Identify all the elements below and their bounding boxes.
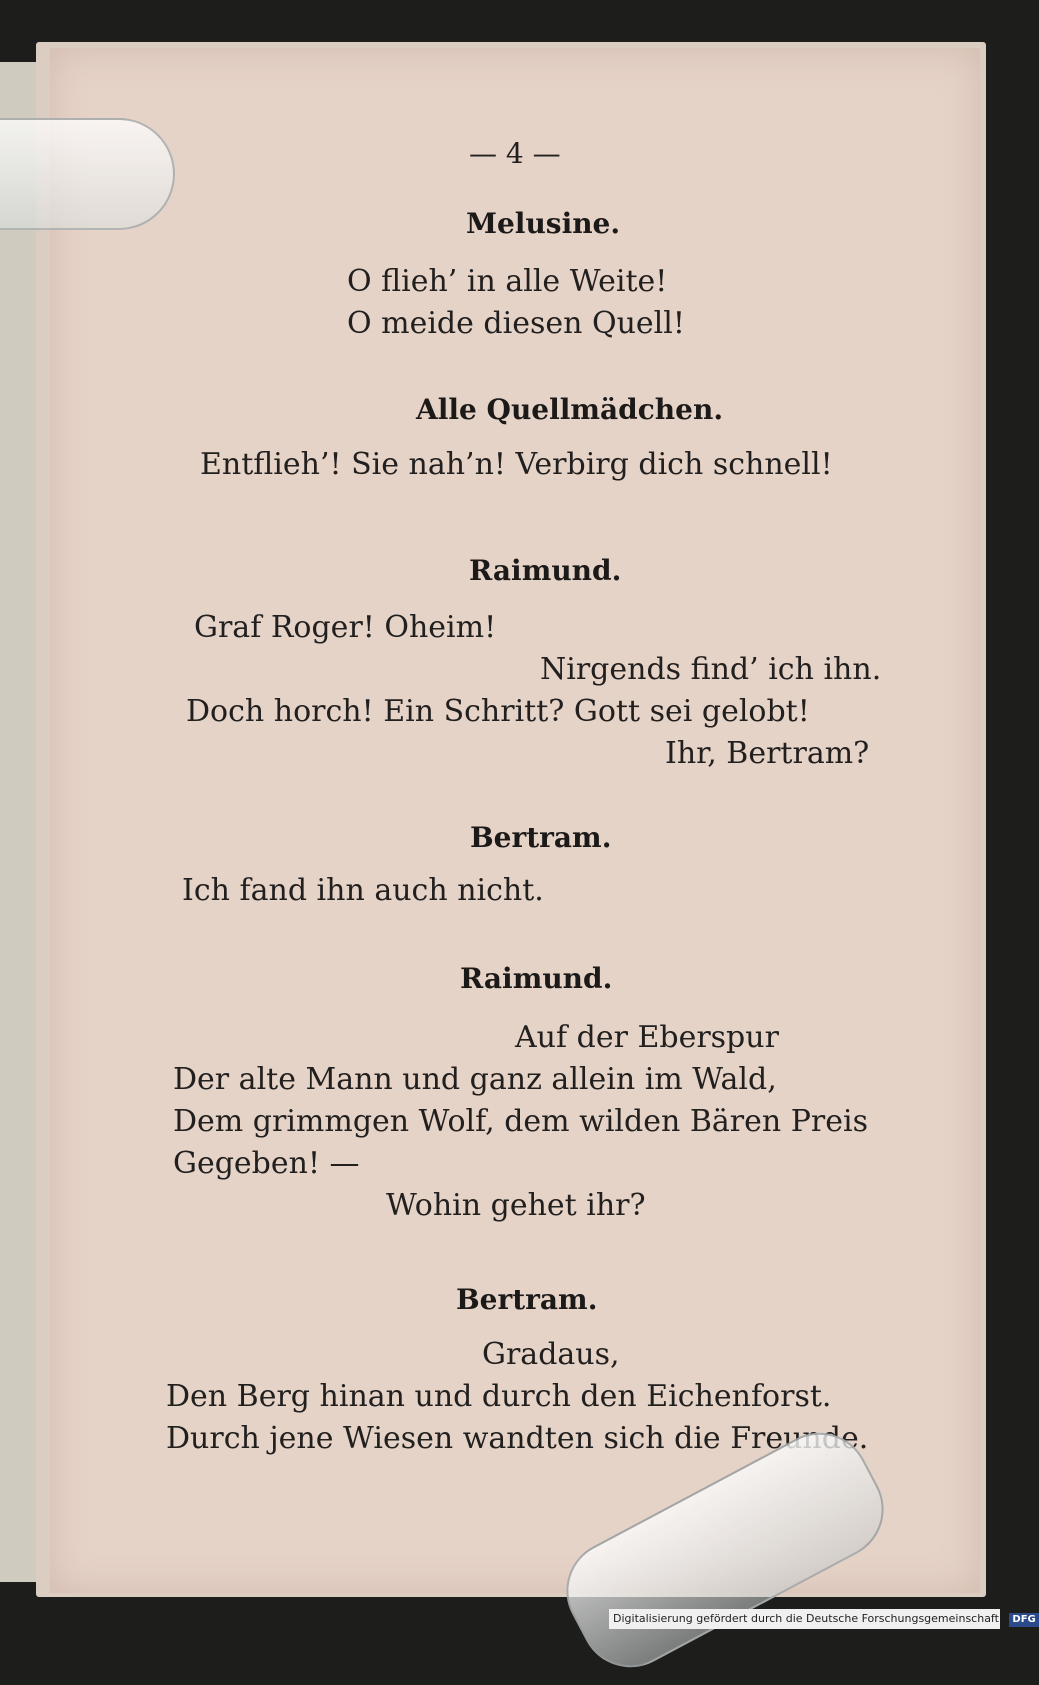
verse-line: Den Berg hinan und durch den Eichenforst.: [166, 1379, 832, 1414]
page-number: — 4 —: [469, 137, 561, 170]
verse-line: O meide diesen Quell!: [347, 306, 685, 341]
verse-line: Durch jene Wiesen wandten sich die Freunde.: [166, 1421, 869, 1456]
verse-line: Auf der Eberspur: [515, 1020, 779, 1055]
verse-line: Gradaus,: [482, 1337, 620, 1372]
verse-line: Wohin gehet ihr?: [386, 1188, 646, 1223]
speaker-heading: Bertram.: [470, 821, 612, 854]
footer-text: Digitalisierung gefördert durch die Deutsche Forschungsgemeinschaft -: [613, 1612, 1007, 1625]
verse-line: Entflieh’! Sie nah’n! Verbirg dich schnell!: [200, 447, 833, 482]
digitization-footer: [609, 1609, 1036, 1629]
speaker-heading: Bertram.: [456, 1283, 598, 1316]
verse-line: Der alte Mann und ganz allein im Wald,: [173, 1062, 777, 1097]
verse-line: Doch horch! Ein Schritt? Gott sei gelobt!: [186, 694, 810, 729]
speaker-heading: Melusine.: [466, 207, 621, 240]
verse-line: Dem grimmgen Wolf, dem wilden Bären Preis: [173, 1104, 868, 1139]
dfg-logo: DFG: [1009, 1613, 1038, 1627]
verse-line: Gegeben! —: [173, 1146, 360, 1181]
verse-line: Ich fand ihn auch nicht.: [182, 873, 544, 908]
glass-clip-top: [0, 118, 175, 230]
speaker-heading: Alle Quellmädchen.: [416, 393, 724, 426]
verse-line: Ihr, Bertram?: [665, 736, 870, 771]
verse-line: O flieh’ in alle Weite!: [347, 264, 668, 299]
speaker-heading: Raimund.: [460, 962, 613, 995]
speaker-heading: Raimund.: [469, 554, 622, 587]
verse-line: Nirgends find’ ich ihn.: [540, 652, 882, 687]
verse-line: Graf Roger! Oheim!: [194, 610, 497, 645]
